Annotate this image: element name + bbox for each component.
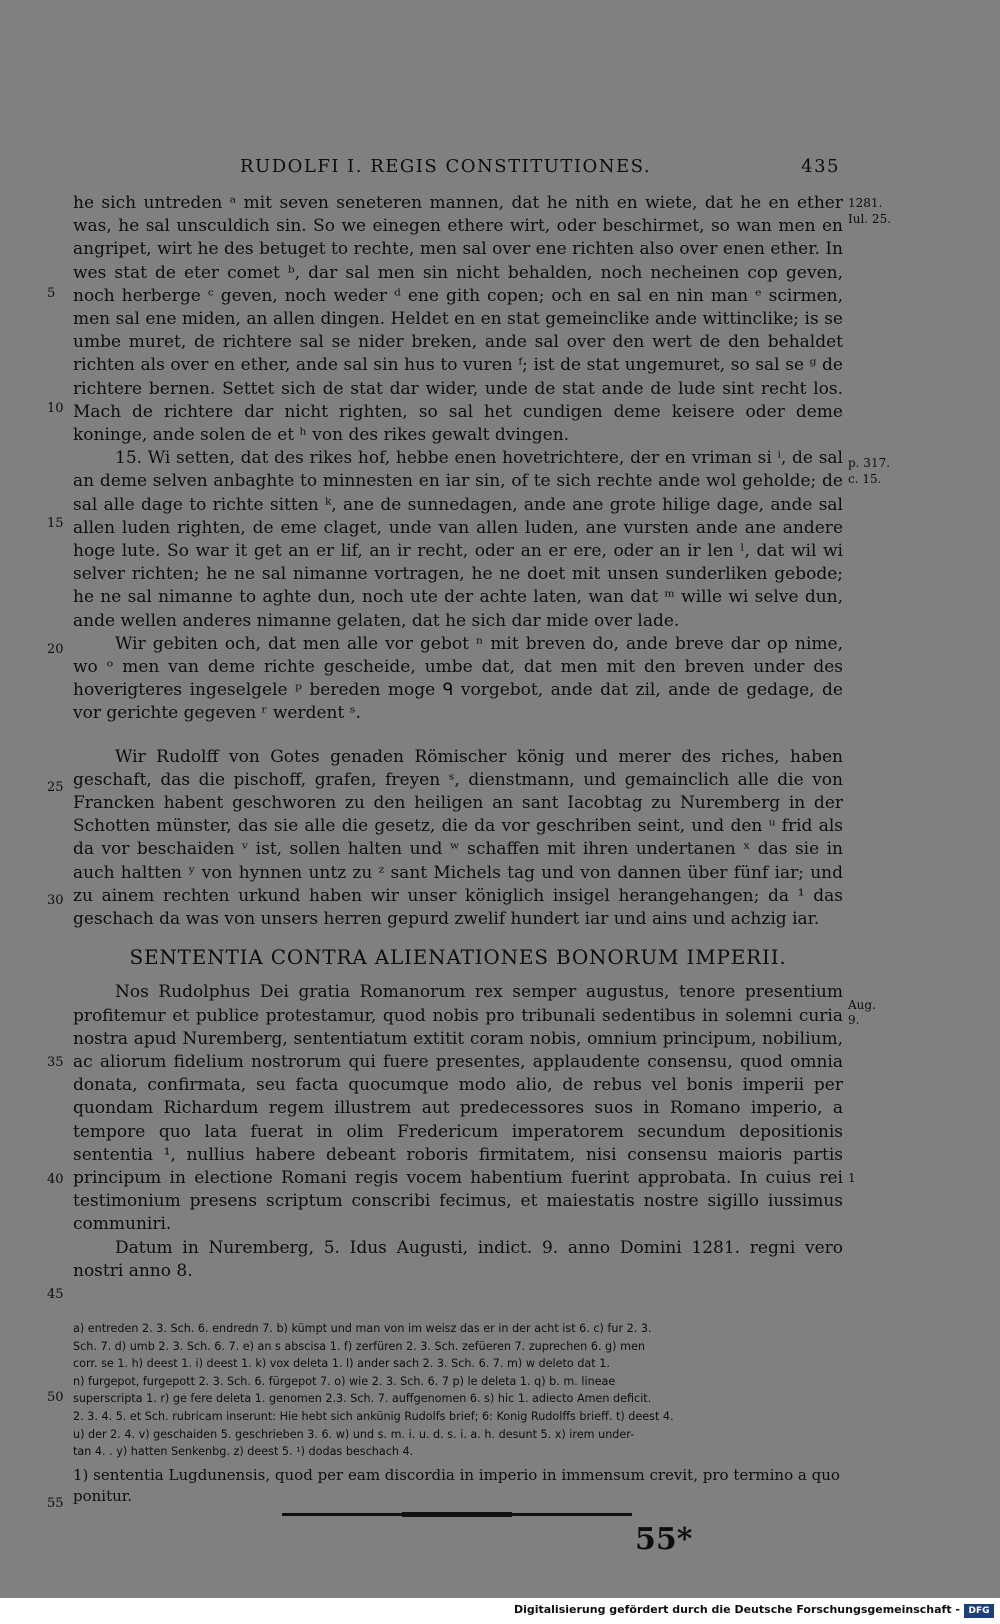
line-number: 10	[47, 401, 64, 416]
margin-date-month: Aug.	[848, 998, 876, 1012]
dfg-logo: DFG	[964, 1604, 994, 1618]
paragraph-breve: Wir gebiten och, dat men alle vor gebot ⁿ mit breven do, ande breve dar op nime, wo ᵒ men van deme richte gescheide, umbe dat, dat men mit den breven under des hoverigteres ingeselgele ᵖ bereden moge ᑫ vorgebot, ande dat zil, ande de gedage, de vor gerichte gegeven ʳ werdent ˢ.	[73, 633, 843, 724]
footnote-annotation	[73, 1465, 843, 1507]
running-header	[70, 150, 840, 184]
margin-ref-page: p. 317.	[848, 456, 891, 470]
line-number: 40	[47, 1172, 64, 1187]
running-title: RUDOLFI I. REGIS CONSTITUTIONES.	[240, 156, 652, 177]
footnote-line: n) furgepot, furgepott 2. 3. Sch. 6. fürgepot 7. o) wie 2. 3. Sch. 6. 7 p) le deleta 1. q) b. m. lineae	[73, 1374, 616, 1388]
footnote-annotation-text: 1) sententia Lugdunensis, quod per eam discordia in imperio in immensum crevit, pro termino a quo ponitur.	[73, 1466, 840, 1505]
line-number: 30	[47, 893, 64, 908]
separator-rule	[282, 1513, 632, 1516]
page-number: 435	[801, 156, 840, 177]
margin-ref-chapter: c. 15.	[848, 472, 882, 486]
paragraph-datum: Datum in Nuremberg, 5. Idus Augusti, indict. 9. anno Domini 1281. regni vero nostri anno 8.	[73, 1237, 843, 1281]
footnote-line: corr. se 1. h) deest 1. i) deest 1. k) vox deleta 1. l) ander sach 2. 3. Sch. 6. 7. m) w deleto dat 1.	[73, 1357, 610, 1371]
footnote-line: Sch. 7. d) umb 2. 3. Sch. 6. 7. e) an s abscisa 1. f) zerfüren 2. 3. Sch. zefüeren 7. zuprechen 6. g) men	[73, 1339, 645, 1353]
footnote-line: u) der 2. 4. v) geschaiden 5. geschrieben 3. 6. w) und s. m. i. u. d. s. i. a. h. desunt 5. x) irem under-	[73, 1427, 635, 1441]
margin-note-marker: 1	[848, 1171, 856, 1185]
footnote-line: 2. 3. 4. 5. et Sch. rubricam inserunt: Hie hebt sich ankünig Rudolfs brief; 6: Konig Rudolffs brieff. t) deest 4.	[73, 1409, 674, 1423]
line-number: 50	[47, 1390, 64, 1405]
paragraph-sententia: Nos Rudolphus Dei gratia Romanorum rex semper augustus, tenore presentium profitemur et publice protestamur, quod nobis pro tribunali sedentibus in solemni curia nostra apud Nuremberg, sententiatum extitit coram nobis, omnium principum, nobilium, ac aliorum fidelium nostrorum qui fuere presentes, applaudente consensu, quod omnia donata, confirmata, seu facta quocumque modo alio, de rebus vel bonis imperii per quondam Richardum regem illustrem aut predecessores suos in Romano imperio, a tempore quo lata fuerat in olim Fredericum imperatorem secundum depositionis sententia ¹, nullius habere debeant roboris firmitatem, nisi consensu maioris partis principum in electione Romani regis vocem habentium fuerint approbata. In cuius rei testimonium presens scriptum conscribi fecimus, et maiestatis nostre sigillo iussimus communiri.	[73, 982, 843, 1235]
section-heading: SENTENTIA CONTRA ALIENATIONES BONORUM IMPERII.	[129, 945, 787, 970]
margin-date-day: Iul. 25.	[848, 212, 892, 226]
margin-date-day2: 9.	[848, 1013, 860, 1027]
line-number: 5	[47, 286, 56, 301]
line-number: 15	[47, 516, 64, 531]
sheet-signature: 55*	[635, 1522, 693, 1557]
footnote-line: tan 4. . y) hatten Senkenbg. z) deest 5. ¹) dodas beschach 4.	[73, 1445, 414, 1459]
paragraph-continuation: he sich untreden ᵃ mit seven seneteren mannen, dat he nith en wiete, dat he en ether was, he sal unsculdich sin. So we einegen ethere wirt, oder beschirmet, so wan men en angripet, wirt he des betuget to rechte, men sal over ene richten also over enen ether. In wes stat de eter comet ᵇ, dar sal men sin nicht behalden, noch necheinen cop geven, noch herberge ᶜ geven, noch weder ᵈ ene gith copen; och en sal en nin man ᵉ scirmen, men sal ene miden, an allen dingen. Heldet en en stat gemeinclike ande wittinclike; is se umbe muret, de richtere sal se nider breken, ande sal over den wert de den behaldet richten als over en ether, ande sal sin hus to vuren ᶠ; ist de stat ungemuret, so sal se ᵍ de richtere bernen. Settet sich de stat dar wider, unde de stat ande de lude sint recht los. Mach de richtere dar nicht righten, so sal het cundigen deme keisere oder deme koninge, ande solen de et ʰ von des rikes gewalt dvingen.	[73, 193, 843, 446]
line-number: 35	[47, 1055, 64, 1070]
footnote-line: a) entreden 2. 3. Sch. 6. endredn 7. b) kümpt und man von im weisz das er in der acht ist 6. c) fur 2. 3.	[73, 1322, 652, 1335]
footnote-line: superscripta 1. r) ge fere deleta 1. genomen 2.3. Sch. 7. auffgenomen 6. s) hic 1. adiecto Amen deficit.	[73, 1392, 652, 1406]
main-text	[73, 192, 843, 1283]
footer-bar	[0, 1598, 1000, 1624]
footnotes	[73, 1320, 843, 1461]
paragraph-section-15: 15. Wi setten, dat des rikes hof, hebbe enen hovetrichtere, der en vriman si ⁱ, de sal an deme selven anbaghte to minnesten en iar sin, of te sich rechte ande wol geholde; de sal alle dage to richte sitten ᵏ, ane de sunnedagen, ande ane grote hilige dage, ande sal allen luden righten, de eme claget, unde van allen luden, ane vursten ande ane andere hoge lute. So war it get an er lif, an ir recht, oder an er ere, oder an ir len ˡ, dat wil wi selver richten; he ne sal nimanne vortragen, he ne doet mit unsen sunderliken gebode; he ne sal nimanne to aghte dun, noch ute der achte laten, wan dat ᵐ wille wi selve dun, ande wellen anderes nimanne gelaten, dat he sich dar mide over lade.	[73, 448, 843, 631]
line-number: 25	[47, 780, 64, 795]
margin-date-year: 1281.	[848, 196, 883, 210]
line-number: 45	[47, 1287, 64, 1302]
footer-credit: Digitalisierung gefördert durch die Deutsche Forschungsgemeinschaft -	[513, 1603, 960, 1616]
line-number: 55	[47, 1496, 64, 1511]
paragraph-rudolff: Wir Rudolff von Gotes genaden Römischer könig und merer des riches, haben geschaft, das die pischoff, grafen, freyen ˢ, dienstmann, und gemainclich alle die von Francken habent geschworen zu den heiligen an sant Iacobtag zu Nuremberg in der Schotten münster, das sie alle die gesetz, die da vor geschriben seint, und den ᵘ frid als da vor beschaiden ᵛ ist, sollen halten und ʷ schaffen mit ihren undertanen ˣ das sie in auch haltten ʸ von hynnen untz zu ᶻ sant Michels tag und von dannen über fünf iar; und zu ainem rechten urkund haben wir unser königlich insigel herangehangen; da ¹ das geschach da was von unsers herren gepurd zwelif hundert iar und ains und achzig iar.	[73, 746, 843, 930]
line-number: 20	[47, 642, 64, 657]
